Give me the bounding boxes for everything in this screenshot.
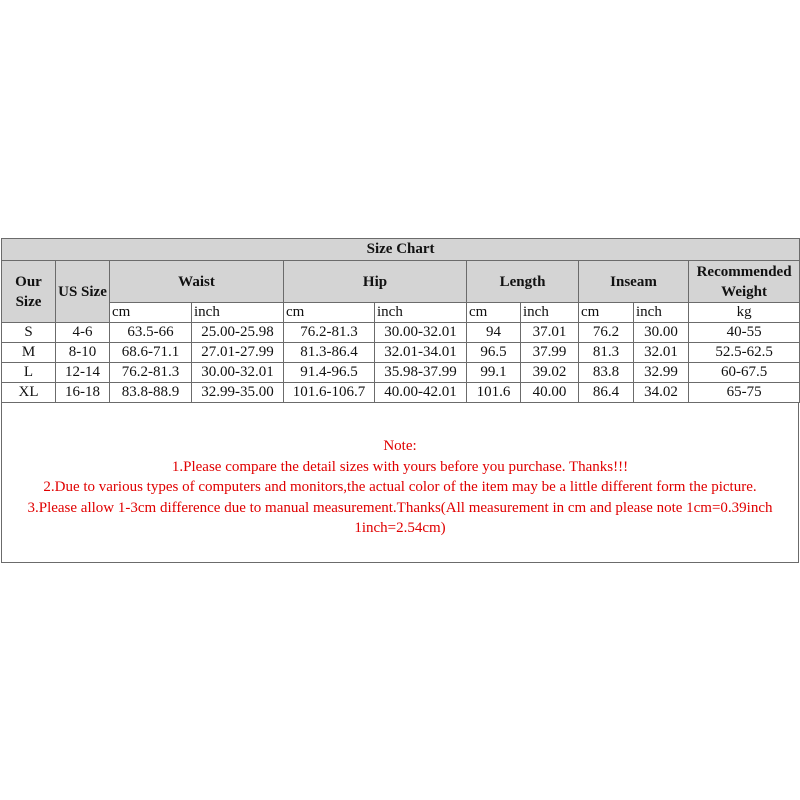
table-cell: 60-67.5 (689, 363, 800, 383)
table-cell: 91.4-96.5 (284, 363, 375, 383)
unit-inch: inch (521, 303, 579, 323)
table-cell: 37.99 (521, 343, 579, 363)
table-cell: 65-75 (689, 383, 800, 403)
header-length: Length (467, 261, 579, 303)
table-cell: 8-10 (56, 343, 110, 363)
table-cell: 68.6-71.1 (110, 343, 192, 363)
table-cell: 40.00-42.01 (375, 383, 467, 403)
table-cell: 30.00-32.01 (375, 323, 467, 343)
table-row (2, 343, 800, 363)
table-cell: XL (2, 383, 56, 403)
table-cell: 40-55 (689, 323, 800, 343)
table-cell: 63.5-66 (110, 323, 192, 343)
table-cell: 4-6 (56, 323, 110, 343)
table-cell: 76.2-81.3 (284, 323, 375, 343)
table-cell: 76.2-81.3 (110, 363, 192, 383)
size-chart (1, 238, 799, 563)
table-cell: 86.4 (579, 383, 634, 403)
table-cell: 101.6 (467, 383, 521, 403)
table-cell: 40.00 (521, 383, 579, 403)
table-row (2, 363, 800, 383)
table-cell: 39.02 (521, 363, 579, 383)
table-cell: 16-18 (56, 383, 110, 403)
table-cell: 34.02 (634, 383, 689, 403)
table-cell: 94 (467, 323, 521, 343)
table-row (2, 323, 800, 343)
table-cell: 83.8 (579, 363, 634, 383)
table-cell: 32.99 (634, 363, 689, 383)
header-us-size: US Size (56, 261, 110, 323)
unit-inch: inch (192, 303, 284, 323)
header-inseam: Inseam (579, 261, 689, 303)
table-cell: 32.01-34.01 (375, 343, 467, 363)
table-cell: 96.5 (467, 343, 521, 363)
table-cell: 30.00-32.01 (192, 363, 284, 383)
table-row (2, 383, 800, 403)
note-box (1, 403, 799, 563)
note-heading: Note: (383, 438, 417, 454)
table-cell: 35.98-37.99 (375, 363, 467, 383)
table-title: Size Chart (2, 239, 800, 261)
table-cell: 83.8-88.9 (110, 383, 192, 403)
unit-cm: cm (467, 303, 521, 323)
table-cell: 12-14 (56, 363, 110, 383)
note-line: 3.Please allow 1-3cm difference due to manual measurement.Thanks(All measurement in cm and please note 1cm=0.39inch 1inch=2.54cm) (27, 499, 773, 536)
table-cell: 81.3 (579, 343, 634, 363)
table-cell: 52.5-62.5 (689, 343, 800, 363)
table-cell: 30.00 (634, 323, 689, 343)
unit-cm: cm (284, 303, 375, 323)
header-weight: Recommended Weight (689, 261, 800, 303)
unit-cm: cm (579, 303, 634, 323)
note-line: 1.Please compare the detail sizes with yours before you purchase. Thanks!!! (171, 458, 629, 475)
table-cell: 76.2 (579, 323, 634, 343)
unit-kg: kg (689, 303, 800, 323)
table-cell: M (2, 343, 56, 363)
unit-inch: inch (634, 303, 689, 323)
table-cell: 101.6-106.7 (284, 383, 375, 403)
table-cell: 81.3-86.4 (284, 343, 375, 363)
table-cell: S (2, 323, 56, 343)
unit-inch: inch (375, 303, 467, 323)
size-chart-table (1, 238, 800, 403)
table-cell: 37.01 (521, 323, 579, 343)
unit-cm: cm (110, 303, 192, 323)
table-cell: 27.01-27.99 (192, 343, 284, 363)
table-cell: 32.01 (634, 343, 689, 363)
header-waist: Waist (110, 261, 284, 303)
table-cell: 32.99-35.00 (192, 383, 284, 403)
table-cell: 99.1 (467, 363, 521, 383)
table-cell: L (2, 363, 56, 383)
header-hip: Hip (284, 261, 467, 303)
header-our-size: Our Size (2, 261, 56, 323)
table-cell: 25.00-25.98 (192, 323, 284, 343)
note-line: 2.Due to various types of computers and monitors,the actual color of the item may be a little different form the picture. (43, 479, 757, 495)
